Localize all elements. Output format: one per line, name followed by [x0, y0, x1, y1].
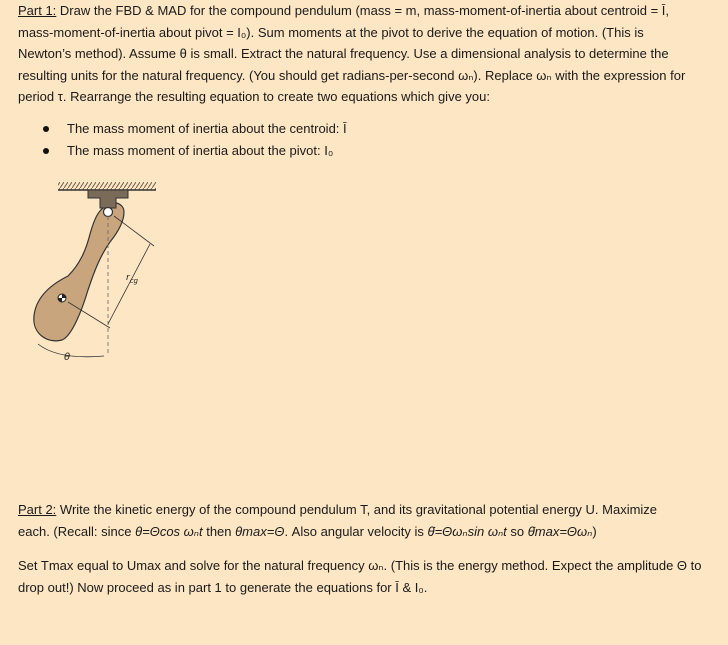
part1-line-3: Newton’s method). Assume θ is small. Extract the natural frequency. Use a dimensional analysis to determine the	[18, 46, 669, 62]
equation-angular-velocity-max: θ̇max=Θωₙ	[527, 523, 593, 539]
part2-line-2-text-a: each. (Recall: since	[18, 523, 136, 539]
center-of-gravity-marker	[58, 294, 66, 302]
part2-heading: Part 2:	[18, 502, 57, 517]
part1-heading: Part 1:	[18, 3, 57, 18]
equation-theta-max: θmax=Θ	[235, 523, 285, 539]
ceiling-hatch	[58, 182, 156, 190]
part1-line-1	[18, 0, 718, 22]
part1-line-1-text: Draw the FBD & MAD for the compound pendulum (mass = m, mass-moment-of-inertia about centroid = Ī,	[59, 3, 669, 18]
part2-paragraph-2	[18, 555, 718, 598]
part2-line-2-text-d: so	[506, 523, 528, 539]
part1-line-2: mass-moment-of-inertia about pivot = I₀). Sum moments at the pivot to derive the equation of motion. (This is	[18, 24, 644, 40]
rcg-extension-top	[114, 216, 154, 246]
part2-line-1	[18, 499, 718, 521]
part1-line-4: resulting units for the natural frequency. (You should get radians-per-second ωₙ). Replace ωₙ with the expression for	[18, 67, 686, 83]
part2-line-1-text: Write the kinetic energy of the compound pendulum T, and its gravitational potential energy U. Maximize	[59, 502, 658, 517]
equation-theta: θ=Θcos ωₙt	[135, 523, 203, 539]
bullet-list	[0, 118, 347, 162]
part2-paragraph	[18, 499, 718, 542]
part1-paragraph	[18, 0, 718, 108]
pivot-pin	[104, 208, 113, 217]
compound-pendulum-figure	[28, 176, 168, 376]
part2-line-2	[18, 521, 718, 543]
bullet-item-centroid: The mass moment of inertia about the centroid: Ī	[0, 118, 347, 140]
equation-angular-velocity: θ̇=Θωₙsin ωₙt	[427, 523, 507, 539]
part1-line-5: period τ. Rearrange the resulting equation to create two equations which give you:	[18, 89, 490, 105]
bullet-item-pivot: The mass moment of inertia about the pivot: I₀	[0, 140, 347, 162]
part2-line-4: drop out!) Now proceed as in part 1 to generate the equations for Ī & I₀.	[18, 579, 428, 595]
part2-line-2-text-b: then	[202, 523, 236, 539]
rcg-label: $r_{cg}$	[126, 273, 138, 285]
theta-label: θ	[64, 352, 71, 363]
theta-arc	[38, 344, 104, 357]
part2-line-2-text-c: . Also angular velocity is	[284, 523, 428, 539]
part2-line-3: Set Tmax equal to Umax and solve for the natural frequency ωₙ. (This is the energy method. Expect the amplitude Θ to	[18, 558, 702, 573]
part2-line-2-text-e: )	[592, 523, 597, 539]
